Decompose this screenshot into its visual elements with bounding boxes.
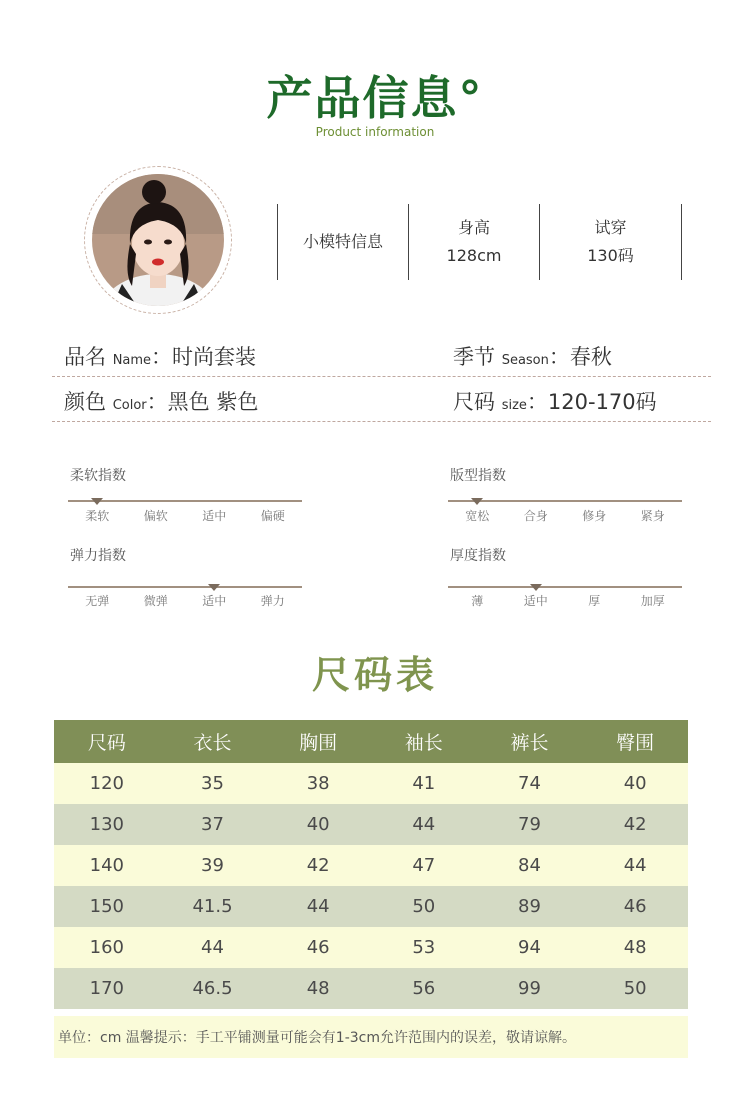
softness-index-option: 适中 xyxy=(202,509,227,523)
fit-index-option: 紧身 xyxy=(640,509,665,523)
table-row xyxy=(54,886,688,927)
table-cell: 94 xyxy=(477,927,583,968)
table-cell: 38 xyxy=(265,763,371,804)
model-info-label: 小模特信息 xyxy=(302,232,383,251)
table-cell: 120 xyxy=(54,763,160,804)
table-cell: 48 xyxy=(582,927,688,968)
softness-index-option: 偏软 xyxy=(143,509,168,523)
table-row xyxy=(54,927,688,968)
model-tryon-cell xyxy=(540,204,681,280)
thickness-index-option: 薄 xyxy=(471,594,484,608)
elasticity-index-option: 适中 xyxy=(202,594,227,608)
table-cell: 74 xyxy=(477,763,583,804)
dashed-divider xyxy=(52,421,711,422)
divider xyxy=(681,204,682,280)
fit-index-option: 合身 xyxy=(523,509,548,523)
table-row xyxy=(54,845,688,886)
softness-index-marker xyxy=(91,498,103,505)
table-cell: 130 xyxy=(54,804,160,845)
table-cell: 44 xyxy=(265,886,371,927)
table-cell: 47 xyxy=(371,845,477,886)
table-row xyxy=(54,968,688,1009)
table-cell: 89 xyxy=(477,886,583,927)
model-height-label: 身高 xyxy=(457,218,490,237)
size-table xyxy=(54,720,688,1009)
product-size-value: 120-170码 xyxy=(547,390,657,414)
size-chart-title: 尺码表 xyxy=(311,653,438,697)
table-cell: 50 xyxy=(582,968,688,1009)
table-cell: 99 xyxy=(477,968,583,1009)
table-cell: 44 xyxy=(371,804,477,845)
table-cell: 44 xyxy=(160,927,266,968)
thickness-index-option: 加厚 xyxy=(640,594,665,608)
table-cell: 41 xyxy=(371,763,477,804)
table-cell: 40 xyxy=(582,763,688,804)
product-name-label-en: Name xyxy=(112,353,152,368)
model-tryon-value: 130码 xyxy=(587,246,634,265)
table-cell: 150 xyxy=(54,886,160,927)
product-season-value: 春秋 xyxy=(569,345,612,369)
table-cell: 44 xyxy=(582,845,688,886)
column-header: 袖长 xyxy=(371,720,477,763)
table-cell: 84 xyxy=(477,845,583,886)
model-height-value: 128cm xyxy=(446,246,502,265)
table-cell: 46 xyxy=(582,886,688,927)
column-header: 衣长 xyxy=(160,720,266,763)
table-row xyxy=(54,804,688,845)
table-cell: 56 xyxy=(371,968,477,1009)
table-cell: 48 xyxy=(265,968,371,1009)
model-info-label-cell xyxy=(278,204,408,280)
table-cell: 41.5 xyxy=(160,886,266,927)
page-title: 产品信息° xyxy=(266,71,484,125)
elasticity-index-marker xyxy=(208,584,220,591)
table-cell: 35 xyxy=(160,763,266,804)
softness-index-title: 柔软指数 xyxy=(70,468,126,484)
product-name-value: 时尚套装 xyxy=(172,345,257,369)
model-avatar xyxy=(92,174,224,306)
table-cell: 50 xyxy=(371,886,477,927)
thickness-index-title: 厚度指数 xyxy=(450,548,506,564)
size-note: 单位：cm 温馨提示：手工平铺测量可能会有1-3cm允许范围内的误差，敬请谅解。 xyxy=(54,1016,688,1058)
product-size-row xyxy=(453,386,657,416)
column-header: 尺码 xyxy=(54,720,160,763)
colon: ： xyxy=(548,345,570,369)
thickness-index-option: 适中 xyxy=(523,594,548,608)
table-cell: 46.5 xyxy=(160,968,266,1009)
thickness-index-option: 厚 xyxy=(588,594,601,608)
table-cell: 53 xyxy=(371,927,477,968)
table-cell: 46 xyxy=(265,927,371,968)
thickness-index-scale xyxy=(448,586,682,588)
table-cell: 40 xyxy=(265,804,371,845)
colon: ： xyxy=(146,390,168,414)
table-cell: 42 xyxy=(582,804,688,845)
softness-index-option: 柔软 xyxy=(85,509,110,523)
product-season-row xyxy=(453,341,612,371)
model-tryon-label: 试穿 xyxy=(594,218,627,237)
table-cell: 79 xyxy=(477,804,583,845)
softness-index-option: 偏硬 xyxy=(260,509,285,523)
colon: ： xyxy=(526,390,548,414)
table-header-row xyxy=(54,720,688,763)
column-header: 裤长 xyxy=(477,720,583,763)
table-cell: 160 xyxy=(54,927,160,968)
product-size-label-en: size xyxy=(501,398,527,413)
elasticity-index-title: 弹力指数 xyxy=(70,548,126,564)
elasticity-index-option: 微弹 xyxy=(143,594,168,608)
table-cell: 42 xyxy=(265,845,371,886)
product-season-label-en: Season xyxy=(501,353,549,368)
product-name-row xyxy=(64,341,256,371)
product-name-label: 品名 xyxy=(64,345,106,369)
product-color-label: 颜色 xyxy=(64,390,106,414)
dashed-divider xyxy=(52,376,711,377)
table-cell: 37 xyxy=(160,804,266,845)
column-header: 胸围 xyxy=(265,720,371,763)
table-cell: 170 xyxy=(54,968,160,1009)
product-color-value: 黑色 紫色 xyxy=(167,390,259,414)
product-color-label-en: Color xyxy=(112,398,147,413)
fit-index-marker xyxy=(471,498,483,505)
product-size-label: 尺码 xyxy=(453,390,495,414)
fit-index-title: 版型指数 xyxy=(450,468,506,484)
page-subtitle: Product information xyxy=(315,125,435,139)
table-row xyxy=(54,763,688,804)
fit-index-option: 修身 xyxy=(582,509,607,523)
fit-index-option: 宽松 xyxy=(465,509,490,523)
model-height-cell xyxy=(409,204,539,280)
elasticity-index-option: 无弹 xyxy=(85,594,110,608)
product-color-row xyxy=(64,386,258,416)
elasticity-index-scale xyxy=(68,586,302,588)
thickness-index-marker xyxy=(530,584,542,591)
table-cell: 39 xyxy=(160,845,266,886)
product-season-label: 季节 xyxy=(453,345,495,369)
table-cell: 140 xyxy=(54,845,160,886)
colon: ： xyxy=(151,345,173,369)
column-header: 臀围 xyxy=(582,720,688,763)
elasticity-index-option: 弹力 xyxy=(260,594,285,608)
